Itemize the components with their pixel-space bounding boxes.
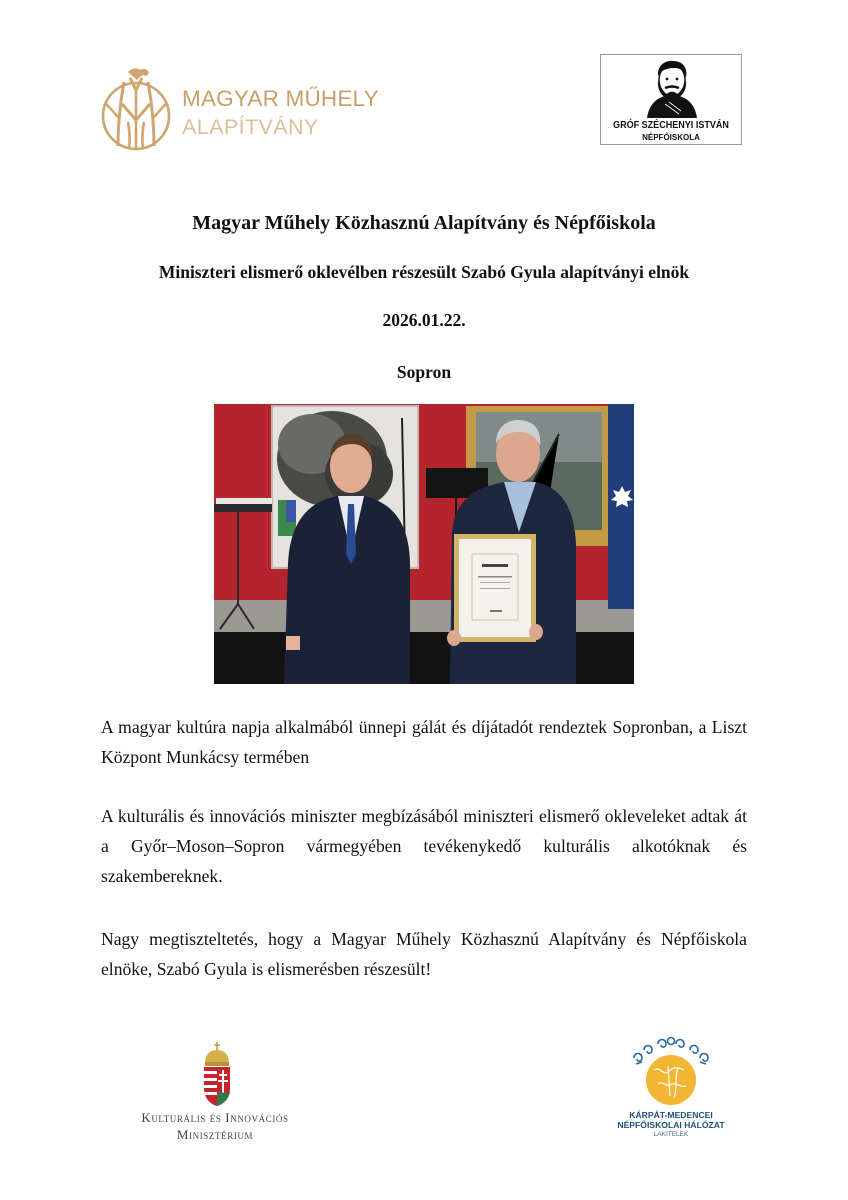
body-paragraph: Nagy megtiszteltetés, hogy a Magyar Műhely Közhasznú Alapítvány és Népfőiskola elnöke, Szabó Gyula is elismerésben részesült!: [101, 929, 747, 979]
body-paragraph: A magyar kultúra napja alkalmából ünnepi gálát és díjátadót rendeztek Sopronban, a Liszt Központ Munkácsy termében: [101, 717, 747, 767]
award-ceremony-photo: [214, 404, 634, 684]
document-place: Sopron: [396, 362, 452, 382]
portrait-icon: [645, 58, 699, 118]
document-title: Magyar Műhely Közhasznú Alapítvány és Népfőiskola: [192, 212, 656, 234]
eagle-emblem-icon: [100, 64, 178, 154]
body-paragraph: A kulturális és innovációs miniszter megbízásából miniszteri elismerő okleveleket adtak át a Győr–Moson–Sopron vármegyében tevékenykedő kulturális alkotóknak és szakembereknek.: [101, 806, 747, 886]
magyar-muhely-logo: [100, 64, 380, 154]
network-name-line1: KÁRPÁT-MEDENCEI: [629, 1110, 713, 1120]
karpat-medencei-nepfoiskolai-halozat-logo: [608, 1036, 734, 1144]
network-name-line2: NÉPFŐISKOLAI HÁLÓZAT: [617, 1120, 725, 1130]
document-subtitle: Miniszteri elismerő oklevélben részesült Szabó Gyula alapítványi elnök: [158, 262, 690, 282]
photo-illustration: [214, 404, 634, 684]
ministry-name-line2: Minisztérium: [176, 1127, 254, 1142]
carpathian-basin-map-icon: [628, 1036, 714, 1108]
hungarian-coat-of-arms-icon: [202, 1042, 232, 1108]
szechenyi-nepfoiskola-logo: [600, 54, 742, 145]
ministry-name-line1: Kulturális és Innovációs: [141, 1110, 289, 1125]
logo-subtitle: NÉPFŐISKOLA: [642, 133, 700, 142]
network-location: LAKITELEK: [653, 1131, 689, 1138]
logo-title: MAGYAR MŰHELY: [182, 86, 379, 111]
logo-title: GRÓF SZÉCHENYI ISTVÁN: [613, 119, 729, 131]
ministry-logo: [120, 1042, 320, 1142]
logo-subtitle: ALAPÍTVÁNY: [182, 115, 319, 139]
document-date: 2026.01.22.: [382, 310, 466, 330]
